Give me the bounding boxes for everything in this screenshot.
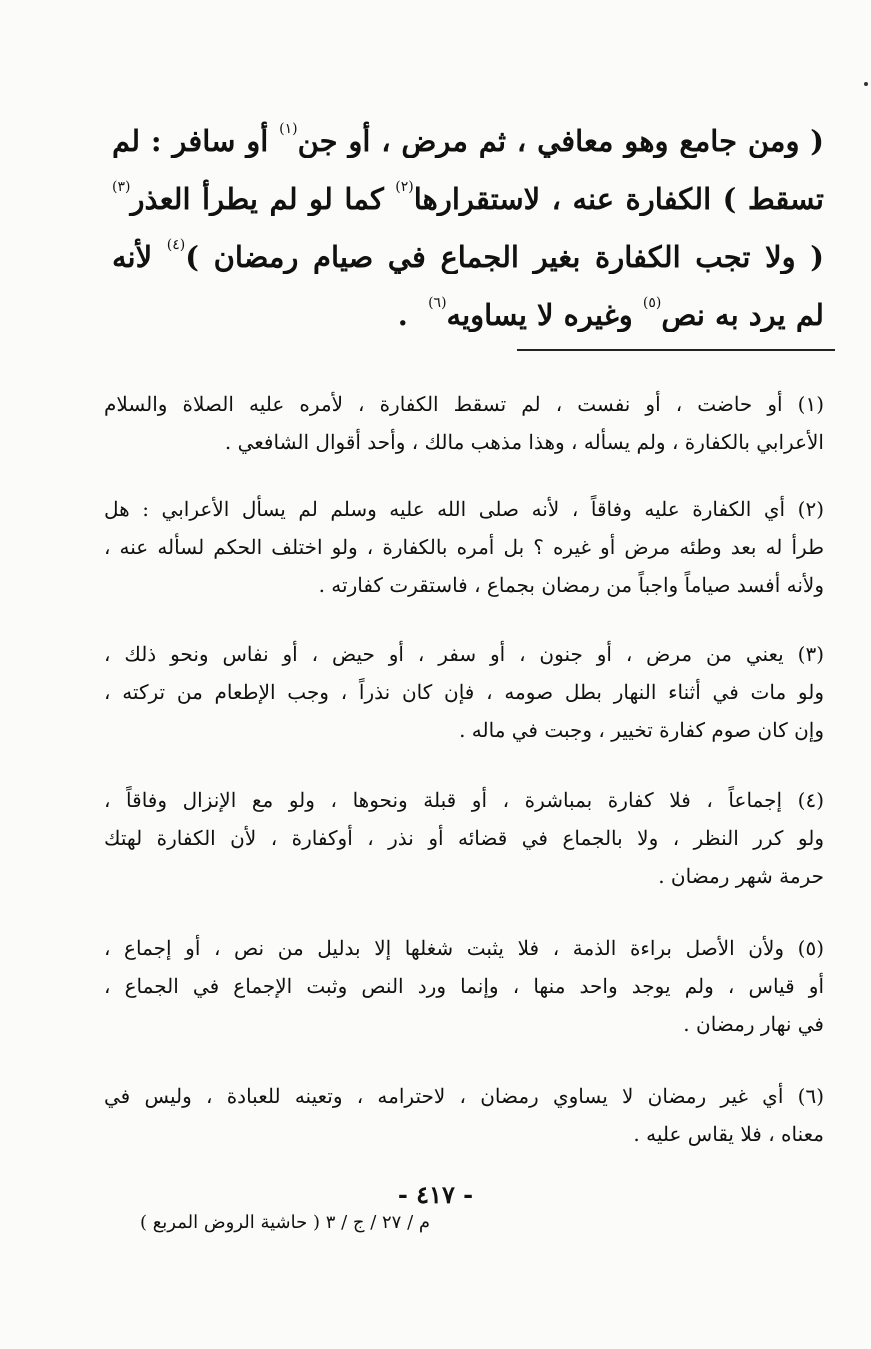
main-line-text: ( ومن جامع وهو معافي ، ثم مرض ، أو جن [297, 124, 824, 158]
page-number: - ٤١٧ - [397, 1180, 474, 1209]
footnote-line: (٥) ولأن الأصل براءة الذمة ، فلا يثبت شغلها إلا بدليل من نص ، أو إجماع ، [104, 936, 824, 960]
footnote-mark: (٥) [642, 295, 662, 311]
footnote-mark: (١) [279, 121, 298, 137]
ink-speck [864, 82, 868, 86]
main-text [112, 100, 824, 332]
main-line-text: لم يرد به نص [661, 298, 824, 332]
main-line [112, 216, 824, 274]
footnote-line: (١) أو حاضت ، أو نفست ، لم تسقط الكفارة ، لأمره عليه الصلاة والسلام [104, 392, 824, 416]
footnote-mark: (٤) [166, 237, 186, 253]
footnote-mark: (٣) [112, 179, 131, 195]
main-line-tail: لأنه [112, 240, 153, 274]
footnote-line: ولو كرر النظر ، ولا بالجماع في قضائه أو نذر ، أوكفارة ، لأن الكفارة لهتك [104, 826, 824, 850]
footnote-line: (٢) أي الكفارة عليه وفاقاً ، لأنه صلى الله عليه وسلم لم يسأل الأعرابي : هل [104, 497, 824, 521]
footnote-line: معناه ، فلا يقاس عليه . [633, 1122, 824, 1146]
footnote-line: الأعرابي بالكفارة ، ولم يسأله ، وهذا مذهب مالك ، وأحد أقوال الشافعي . [224, 430, 824, 454]
footnote-line: (٦) أي غير رمضان لا يساوي رمضان ، لاحترامه ، وتعينه للعبادة ، وليس في [104, 1084, 824, 1108]
main-line-text: ( ولا تجب الكفارة بغير الجماع في صيام رمضان ) [185, 240, 824, 274]
footnote-line: طرأ له بعد وطئه مرض أو غيره ؟ بل أمره بالكفارة ، ولو اختلف الحكم لسأله عنه ، [104, 535, 824, 559]
footnote-line: ولأنه أفسد صياماً واجباً من رمضان بجماع ، فاستقرت كفارته . [318, 573, 824, 597]
footnote-line: حرمة شهر رمضان . [658, 864, 824, 888]
main-line-tail: كما لو لم يطرأ العذر [130, 182, 384, 216]
footnote-mark: (٦) [428, 295, 447, 311]
main-line [112, 274, 824, 332]
main-end: . [397, 298, 408, 332]
main-line-tail: وغيره لا يساويه [446, 298, 633, 332]
footnote-3 [104, 635, 824, 749]
footnote-line: في نهار رمضان . [683, 1012, 824, 1036]
footnote-1 [104, 385, 824, 461]
main-line [112, 100, 824, 158]
main-line-text: تسقط ) الكفارة عنه ، لاستقرارها [413, 182, 824, 216]
footnote-line: (٤) إجماعاً ، فلا كفارة بمباشرة ، أو قبلة ونحوها ، ولو مع الإنزال وفاقاً ، [104, 788, 824, 812]
footnote-mark: (٢) [395, 179, 414, 195]
footnote-line: ولو مات في أثناء النهار بطل صومه ، فإن كان نذراً ، وجب الإطعام من تركته ، [104, 680, 824, 704]
main-line-tail: أو سافر : لم [112, 124, 269, 158]
footnote-line: أو قياس ، ولم يوجد واحد منها ، وإنما ورد النص وثبت الإجماع في الجماع ، [104, 974, 824, 998]
footnote-4 [104, 781, 824, 895]
footnote-2 [104, 490, 824, 604]
footnote-6 [104, 1077, 824, 1153]
main-line [112, 158, 824, 216]
footnote-line: (٣) يعني من مرض ، أو جنون ، أو سفر ، أو حيض ، أو نفاس ونحو ذلك ، [104, 642, 824, 666]
printer-signature: م / ٢٧ / ج / ٣ ( حاشية الروض المربع ) [139, 1212, 430, 1233]
footnote-line: وإن كان صوم كفارة تخيير ، وجبت في ماله . [459, 718, 824, 742]
footnote-5 [104, 929, 824, 1043]
footnote-separator [517, 349, 835, 351]
